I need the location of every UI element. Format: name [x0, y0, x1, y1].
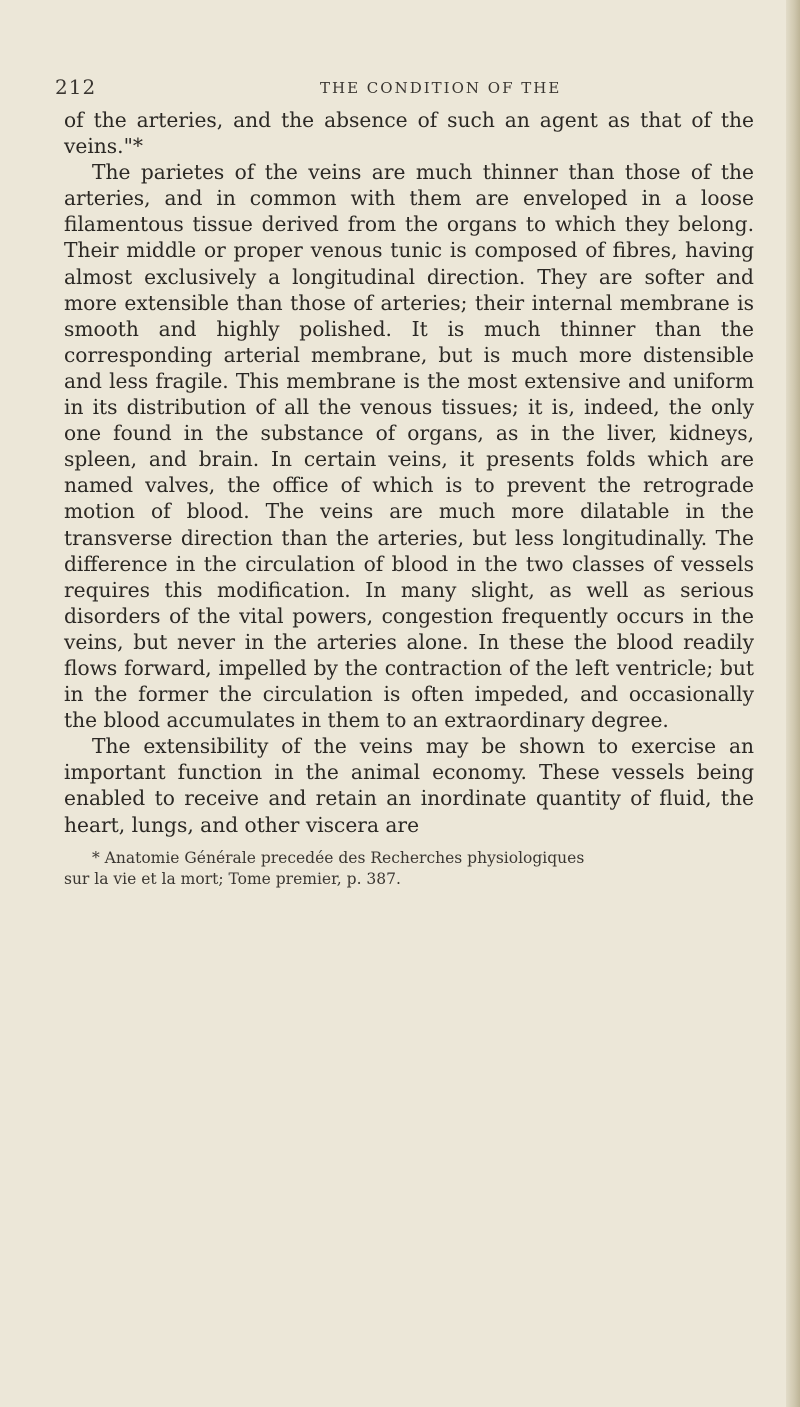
body-text [64, 107, 754, 838]
page-number: 212 [55, 75, 97, 99]
footnote-line-1: * Anatomie Générale precedée des Recherches physiologiques [92, 848, 585, 867]
book-page [55, 75, 767, 890]
footnote [64, 848, 764, 890]
paragraph-venous-parietes: The parietes of the veins are much thinner than those of the arteries, and in common with them are enveloped in a loose filamentous tissue derived from the organs to which they belong. Their middle or proper venous tunic is composed of fibres, having almost exclusively a longitudinal direction. They are softer and more extensible than those of arteries; their internal membrane is smooth and highly polished. It is much thinner than the corresponding arterial membrane, but is much more distensible and less fragile. This membrane is the most extensive and uniform in its distribution of all the venous tissues; it is, indeed, the only one found in the substance of organs, as in the liver, kidneys, spleen, and brain. In certain veins, it presents folds which are named valves, the office of which is to prevent the retrograde motion of blood. The veins are much more dilatable in the transverse direction than the arteries, but less longitudinally. The difference in the circulation of blood in the two classes of vessels requires this modification. In many slight, as well as serious disorders of the vital powers, congestion frequently occurs in the veins, but never in the arteries alone. In these the blood readily flows forward, impelled by the contraction of the left ventricle; but in the former the circulation is often impeded, and occasionally the blood accumulates in them to an extraordinary degree. [64, 160, 754, 733]
running-title: THE CONDITION OF THE [320, 79, 562, 97]
running-head [55, 75, 767, 107]
page-edge [786, 0, 800, 1407]
footnote-line-2: sur la vie et la mort; Tome premier, p. 387. [64, 869, 401, 888]
paragraph-extensibility: The extensibility of the veins may be shown to exercise an important function in the animal economy. These vessels being enabled to receive and retain an inordinate quantity of fluid, the heart, lungs, and other viscera are [64, 734, 754, 837]
paragraph-continued: of the arteries, and the absence of such an agent as that of the veins."* [64, 108, 754, 159]
